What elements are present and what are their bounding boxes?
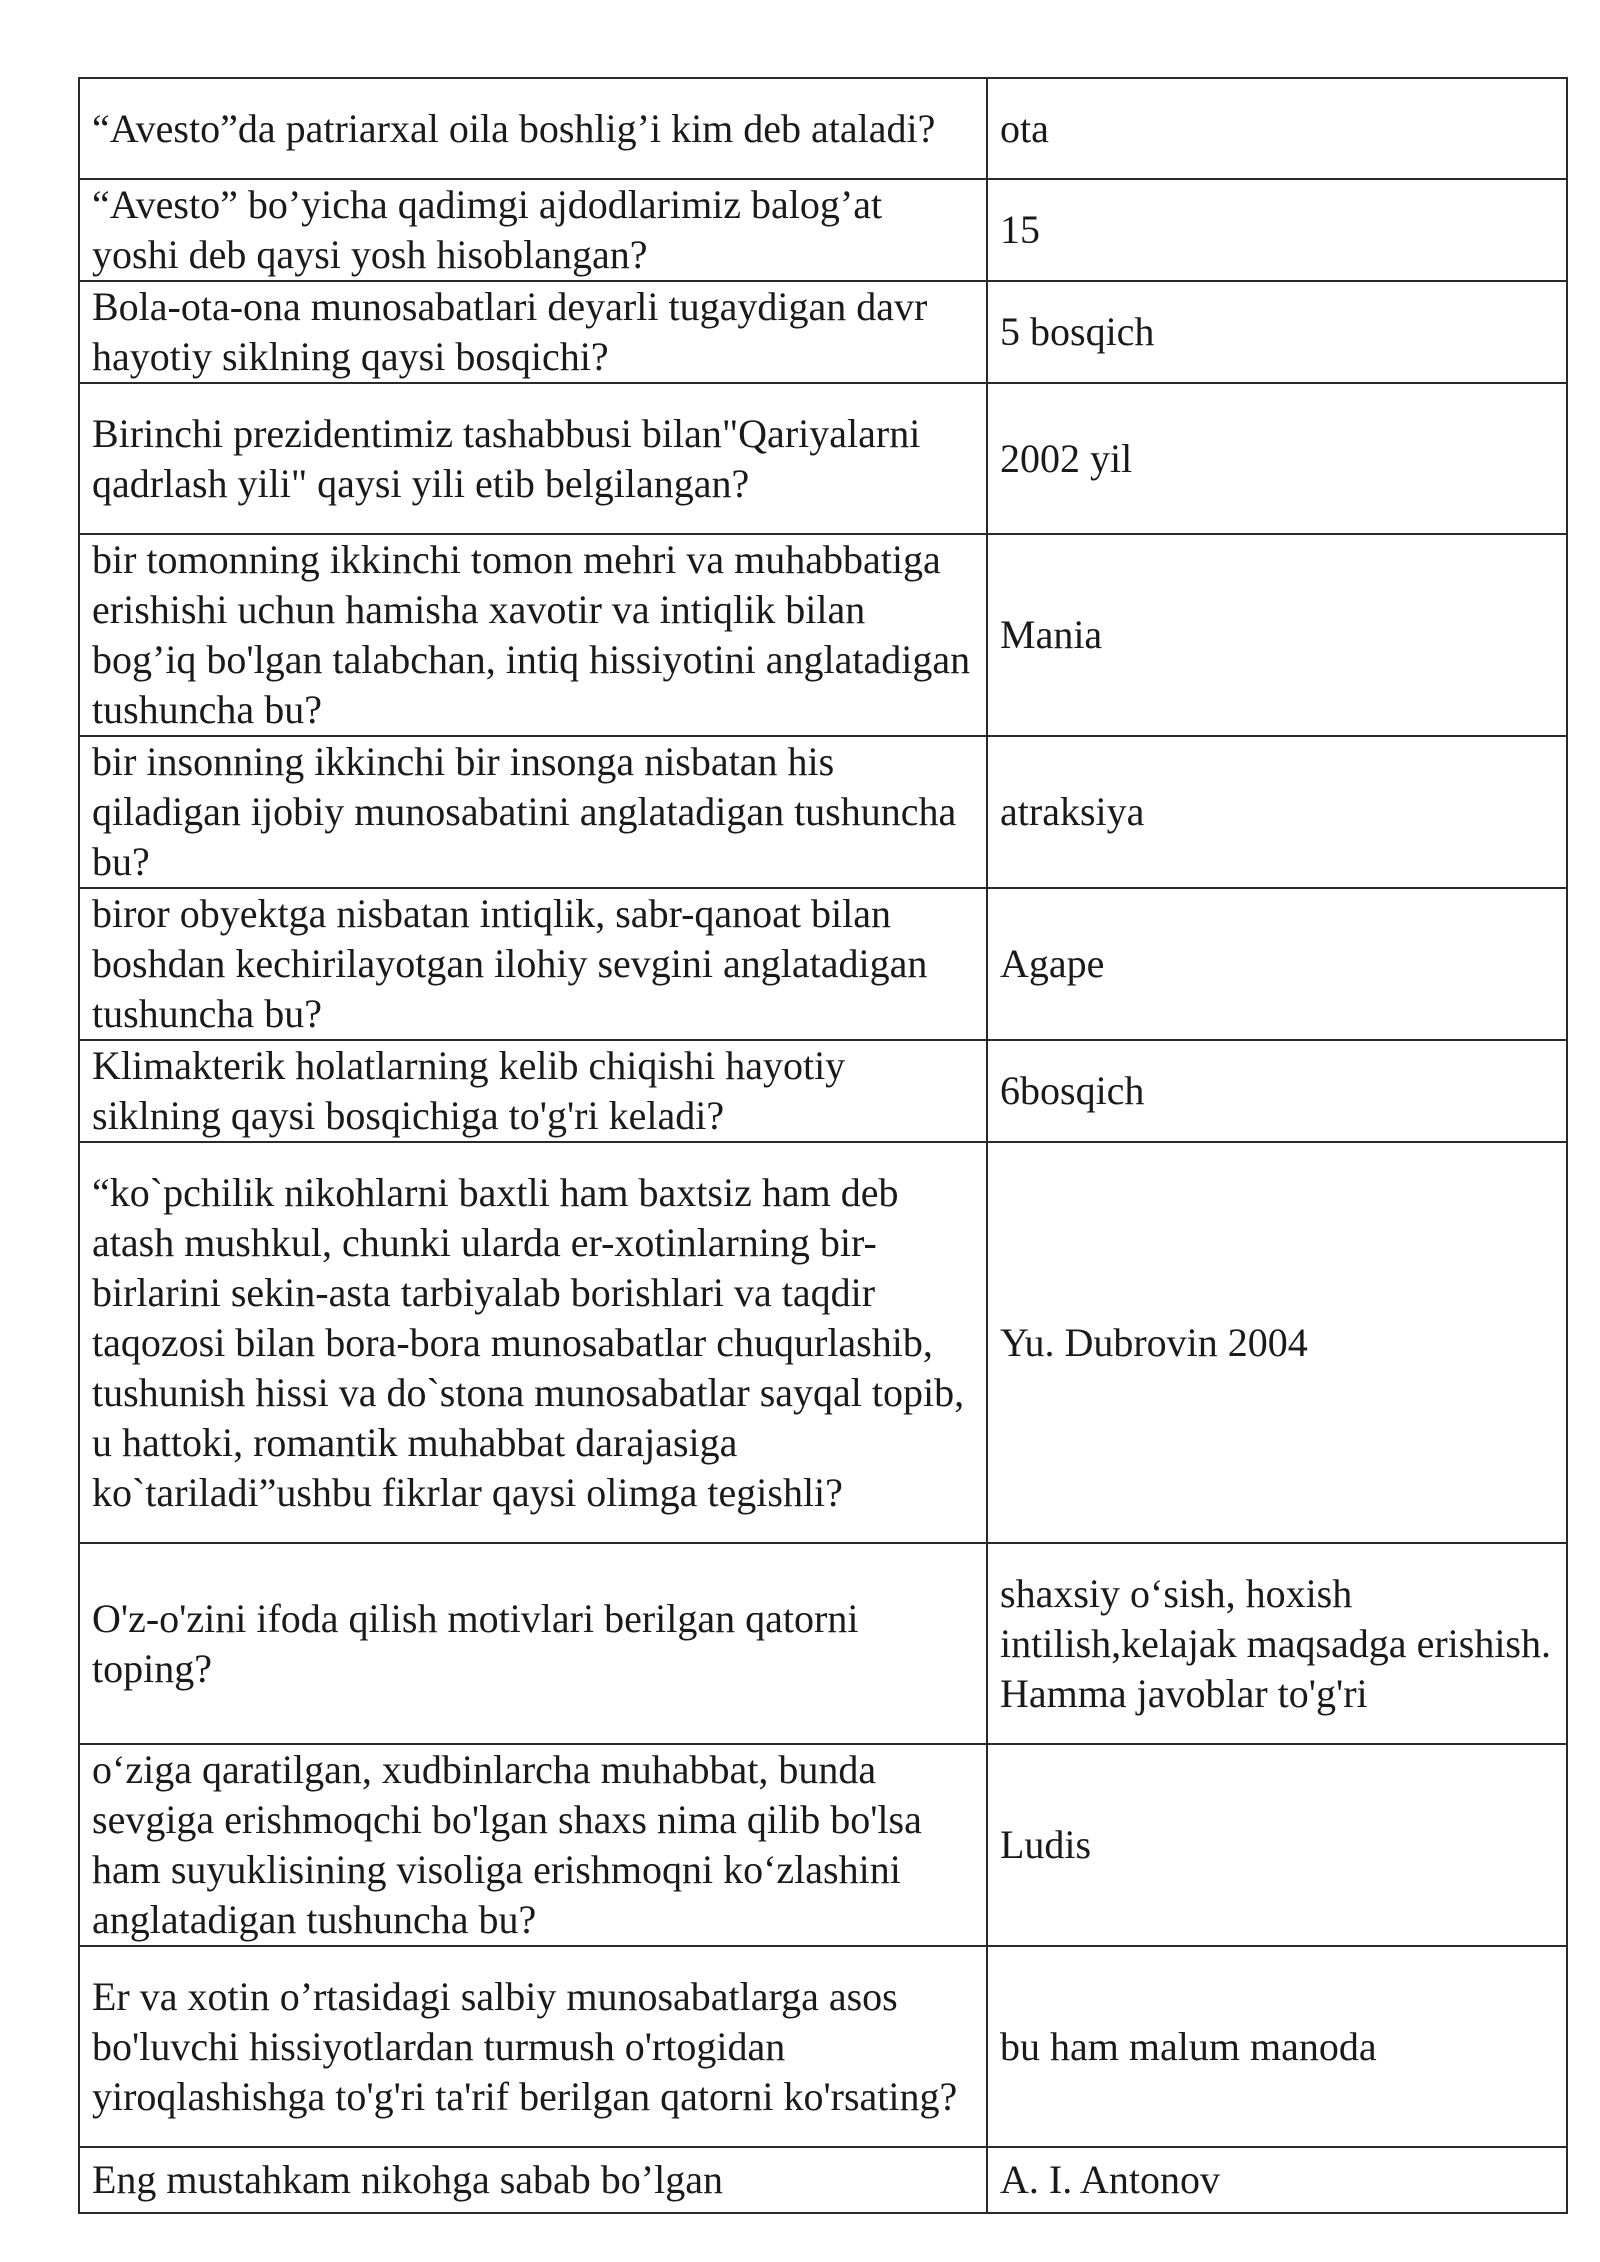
answer-cell: ota (987, 78, 1567, 179)
question-cell: biror obyektga nisbatan intiqlik, sabr-qanoat bilan boshdan kechirilayotgan ilohiy sevgini anglatadigan tushuncha bu? (79, 888, 987, 1040)
question-cell: O'z-o'zini ifoda qilish motivlari berilgan qatorni toping? (79, 1543, 987, 1744)
answer-cell: 6bosqich (987, 1040, 1567, 1142)
question-cell: o‘ziga qaratilgan, xudbinlarcha muhabbat, bunda sevgiga erishmoqchi bo'lgan shaxs nima qilib bo'lsa ham suyuklisining visoliga erishmoqni ko‘zlashini anglatadigan tushuncha bu? (79, 1744, 987, 1946)
question-cell: Er va xotin o’rtasidagi salbiy munosabatlarga asos bo'luvchi hissiyotlardan turmush o'rtogidan yiroqlashishga to'g'ri ta'rif berilgan qatorni ko'rsating? (79, 1946, 987, 2147)
question-cell: Birinchi prezidentimiz tashabbusi bilan"Qariyalarni qadrlash yili" qaysi yili etib belgilangan? (79, 383, 987, 534)
table-row (79, 383, 1567, 534)
answer-cell: bu ham malum manoda (987, 1946, 1567, 2147)
table-row (79, 2147, 1567, 2213)
answer-cell: shaxsiy o‘sish, hoxish intilish,kelajak maqsadga erishish. Hamma javoblar to'g'ri (987, 1543, 1567, 1744)
answer-cell: 15 (987, 179, 1567, 281)
question-cell: Bola-ota-ona munosabatlari deyarli tugaydigan davr hayotiy siklning qaysi bosqichi? (79, 281, 987, 383)
table-row (79, 736, 1567, 888)
qa-table (78, 77, 1568, 2214)
answer-cell: 5 bosqich (987, 281, 1567, 383)
answer-cell: Mania (987, 534, 1567, 736)
table-row (79, 78, 1567, 179)
question-cell: “ko`pchilik nikohlarni baxtli ham baxtsiz ham deb atash mushkul, chunki ularda er-xotinlarning bir-birlarini sekin-asta tarbiyalab borishlari va taqdir taqozosi bilan bora-bora munosabatlar chuqurlashib, tushunish hissi va do`stona munosabatlar sayqal topib, u hattoki, romantik muhabbat darajasiga ko`tariladi”ushbu fikrlar qaysi olimga tegishli? (79, 1142, 987, 1543)
question-cell: bir insonning ikkinchi bir insonga nisbatan his qiladigan ijobiy munosabatini anglatadigan tushuncha bu? (79, 736, 987, 888)
table-row (79, 1744, 1567, 1946)
table-row (79, 1543, 1567, 1744)
question-cell: Eng mustahkam nikohga sabab bo’lgan (79, 2147, 987, 2213)
answer-cell: Yu. Dubrovin 2004 (987, 1142, 1567, 1543)
answer-cell: A. I. Antonov (987, 2147, 1567, 2213)
table-row (79, 1946, 1567, 2147)
question-cell: “Avesto” bo’yicha qadimgi ajdodlarimiz balog’at yoshi deb qaysi yosh hisoblangan? (79, 179, 987, 281)
table-row (79, 1040, 1567, 1142)
question-cell: Klimakterik holatlarning kelib chiqishi hayotiy siklning qaysi bosqichiga to'g'ri keladi? (79, 1040, 987, 1142)
answer-cell: Ludis (987, 1744, 1567, 1946)
table-row (79, 534, 1567, 736)
question-cell: “Avesto”da patriarxal oila boshlig’i kim deb ataladi? (79, 78, 987, 179)
table-row (79, 179, 1567, 281)
table-row (79, 281, 1567, 383)
answer-cell: 2002 yil (987, 383, 1567, 534)
answer-cell: atraksiya (987, 736, 1567, 888)
table-row (79, 1142, 1567, 1543)
table-row (79, 888, 1567, 1040)
answer-cell: Agape (987, 888, 1567, 1040)
question-cell: bir tomonning ikkinchi tomon mehri va muhabbatiga erishishi uchun hamisha xavotir va intiqlik bilan bog’iq bo'lgan talabchan, intiq hissiyotini anglatadigan tushuncha bu? (79, 534, 987, 736)
